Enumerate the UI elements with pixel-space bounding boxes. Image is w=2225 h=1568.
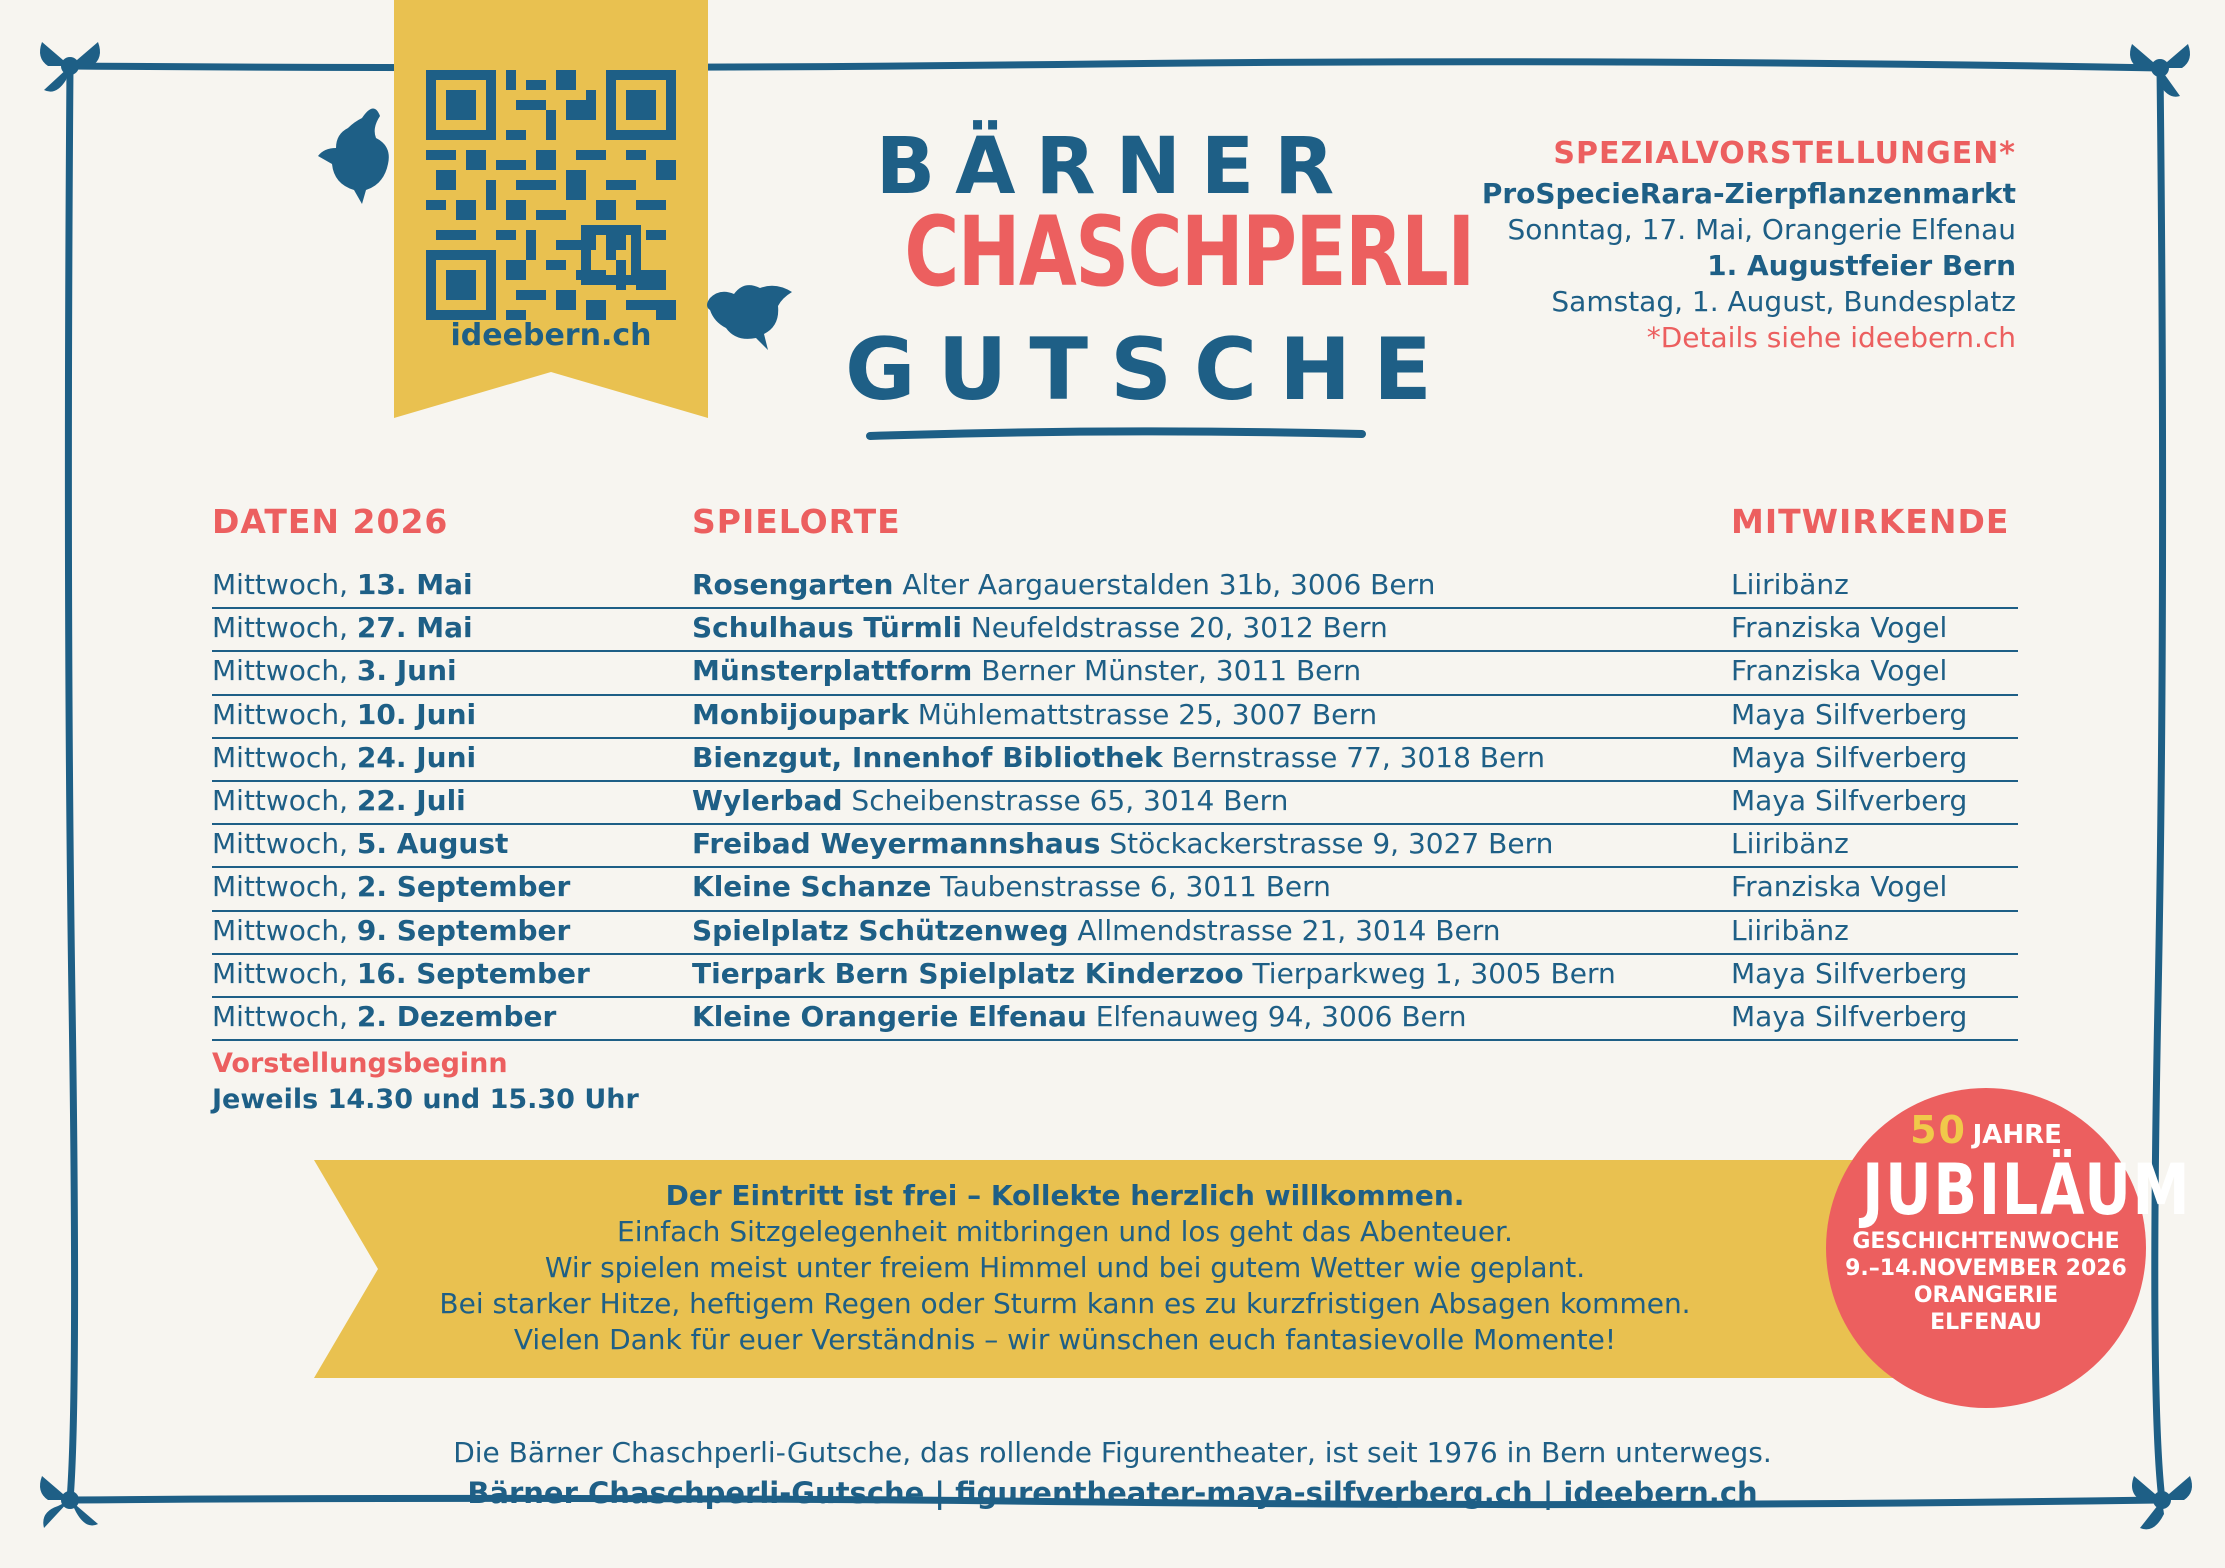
row-performer: Liiribänz bbox=[1731, 913, 1849, 947]
row-performer: Maya Silfverberg bbox=[1731, 697, 1968, 731]
row-day: Mittwoch, bbox=[212, 697, 357, 731]
row-performer: Liiribänz bbox=[1731, 827, 1849, 861]
row-address: Taubenstrasse 6, 3011 Bern bbox=[931, 870, 1331, 904]
table-row bbox=[212, 609, 2018, 652]
header-dates: DATEN 2026 bbox=[212, 502, 449, 541]
special-event-1-name: ProSpecieRara-Zierpflanzenmarkt bbox=[1481, 177, 2016, 210]
footer-links[interactable]: Bärner Chaschperli-Gutsche | figurentheater-maya-silfverberg.ch | ideebern.ch bbox=[467, 1476, 1758, 1510]
row-venue: Spielplatz Schützenweg bbox=[692, 913, 1069, 947]
row-venue: Kleine Orangerie Elfenau bbox=[692, 999, 1087, 1033]
jubilee-line-1: GESCHICHTENWOCHE bbox=[1852, 1229, 2120, 1254]
schedule-table bbox=[212, 566, 2018, 1041]
table-row bbox=[212, 912, 2018, 955]
title-line-2: CHASCHPERLI bbox=[904, 196, 1474, 308]
row-performer: Maya Silfverberg bbox=[1731, 999, 1968, 1033]
row-venue: Freibad Weyermannshaus bbox=[692, 827, 1101, 861]
row-performer: Franziska Vogel bbox=[1731, 870, 1948, 904]
footer-description: Die Bärner Chaschperli-Gutsche, das rollende Figurentheater, ist seit 1976 in Bern unterwegs. bbox=[453, 1436, 1772, 1469]
row-date: 3. Juni bbox=[356, 654, 457, 688]
row-venue: Tierpark Bern Spielplatz Kinderzoo bbox=[692, 956, 1244, 990]
jubilee-line-2: 9.–14.NOVEMBER 2026 bbox=[1845, 1256, 2127, 1281]
row-performer: Liiribänz bbox=[1731, 568, 1849, 601]
row-date: 16. September bbox=[356, 956, 590, 990]
row-venue: Bienzgut, Innenhof Bibliothek bbox=[692, 740, 1163, 774]
row-venue: Rosengarten bbox=[692, 568, 894, 601]
info-line-2: Einfach Sitzgelegenheit mitbringen und los geht das Abenteuer. bbox=[617, 1215, 1513, 1248]
table-row bbox=[212, 782, 2018, 825]
table-row bbox=[212, 998, 2018, 1041]
jubilee-line-4: ELFENAU bbox=[1930, 1310, 2042, 1335]
info-line-1: Der Eintritt ist frei – Kollekte herzlich willkommen. bbox=[665, 1179, 1465, 1212]
header-performers: MITWIRKENDE bbox=[1731, 502, 2010, 541]
special-event-2-name: 1. Augustfeier Bern bbox=[1707, 249, 2016, 282]
row-date: 13. Mai bbox=[356, 568, 473, 601]
row-address: Berner Münster, 3011 Bern bbox=[972, 654, 1362, 688]
info-text bbox=[420, 1178, 1710, 1358]
row-date: 2. Dezember bbox=[356, 999, 557, 1033]
row-venue: Monbijoupark bbox=[692, 697, 909, 731]
row-day: Mittwoch, bbox=[212, 999, 357, 1033]
jubilee-jahre: JAHRE bbox=[1972, 1120, 2062, 1150]
table-row bbox=[212, 652, 2018, 695]
row-day: Mittwoch, bbox=[212, 740, 357, 774]
table-row bbox=[212, 825, 2018, 868]
bird-icon bbox=[700, 276, 798, 356]
table-row bbox=[212, 739, 2018, 782]
row-performer: Maya Silfverberg bbox=[1731, 783, 1968, 817]
row-venue: Münsterplattform bbox=[692, 654, 973, 688]
row-performer: Franziska Vogel bbox=[1731, 611, 1948, 645]
row-venue: Kleine Schanze bbox=[692, 870, 932, 904]
jubilee-text bbox=[1826, 1108, 2192, 1336]
row-performer: Maya Silfverberg bbox=[1731, 956, 1968, 990]
row-address: Stöckackerstrasse 9, 3027 Bern bbox=[1100, 827, 1554, 861]
performance-start-value: Jeweils 14.30 und 15.30 Uhr bbox=[212, 1084, 639, 1115]
qr-url-label[interactable]: ideebern.ch bbox=[450, 318, 652, 353]
special-note: *Details siehe ideebern.ch bbox=[1646, 321, 2016, 354]
title-underline bbox=[866, 424, 1366, 444]
qr-code-icon[interactable] bbox=[426, 70, 676, 320]
special-event-2-info: Samstag, 1. August, Bundesplatz bbox=[1551, 285, 2016, 318]
row-day: Mittwoch, bbox=[212, 870, 357, 904]
special-event-1-info: Sonntag, 17. Mai, Orangerie Elfenau bbox=[1507, 213, 2016, 246]
row-date: 10. Juni bbox=[356, 697, 477, 731]
row-address: Neufeldstrasse 20, 3012 Bern bbox=[961, 611, 1388, 645]
row-date: 27. Mai bbox=[356, 611, 473, 645]
row-day: Mittwoch, bbox=[212, 913, 357, 947]
special-heading: SPEZIALVORSTELLUNGEN* bbox=[1553, 136, 2016, 171]
table-row bbox=[212, 955, 2018, 998]
row-date: 9. September bbox=[356, 913, 571, 947]
title-line-1: BÄRNER bbox=[875, 122, 1355, 212]
info-line-3: Wir spielen meist unter freiem Himmel und bei gutem Wetter wie geplant. bbox=[544, 1251, 1586, 1284]
table-row bbox=[212, 566, 2018, 609]
row-date: 22. Juli bbox=[356, 783, 466, 817]
performance-start-label: Vorstellungsbeginn bbox=[212, 1048, 508, 1079]
row-address: Bernstrasse 77, 3018 Bern bbox=[1162, 740, 1545, 774]
row-day: Mittwoch, bbox=[212, 654, 357, 688]
table-row bbox=[212, 868, 2018, 911]
row-address: Alter Aargauerstalden 31b, 3006 Bern bbox=[893, 568, 1436, 601]
row-day: Mittwoch, bbox=[212, 827, 357, 861]
performance-start bbox=[212, 1046, 639, 1118]
table-row bbox=[212, 696, 2018, 739]
row-venue: Schulhaus Türmli bbox=[692, 611, 962, 645]
row-venue: Wylerbad bbox=[692, 783, 843, 817]
row-address: Allmendstrasse 21, 3014 Bern bbox=[1068, 913, 1501, 947]
row-performer: Franziska Vogel bbox=[1731, 654, 1948, 688]
row-address: Tierparkweg 1, 3005 Bern bbox=[1243, 956, 1616, 990]
bird-icon bbox=[314, 98, 404, 208]
row-day: Mittwoch, bbox=[212, 611, 357, 645]
title-line-3: GUTSCHE bbox=[845, 320, 1454, 420]
row-day: Mittwoch, bbox=[212, 783, 357, 817]
jubilee-line-3: ORANGERIE bbox=[1913, 1283, 2059, 1308]
row-day: Mittwoch, bbox=[212, 568, 357, 601]
row-address: Elfenauweg 94, 3006 Bern bbox=[1086, 999, 1467, 1033]
row-performer: Maya Silfverberg bbox=[1731, 740, 1968, 774]
info-line-5: Vielen Dank für euer Verständnis – wir wünschen euch fantasievolle Momente! bbox=[513, 1323, 1617, 1356]
header-venues: SPIELORTE bbox=[692, 502, 901, 541]
special-performances bbox=[1416, 136, 2016, 356]
row-day: Mittwoch, bbox=[212, 956, 357, 990]
info-line-4: Bei starker Hitze, heftigem Regen oder Sturm kann es zu kurzfristigen Absagen kommen. bbox=[439, 1287, 1691, 1320]
row-address: Mühlemattstrasse 25, 3007 Bern bbox=[908, 697, 1378, 731]
row-date: 5. August bbox=[356, 827, 509, 861]
jubilee-number: 50 bbox=[1910, 1108, 1967, 1152]
jubilee-title: JUBILÄUM bbox=[1862, 1149, 2192, 1231]
row-date: 24. Juni bbox=[356, 740, 477, 774]
row-date: 2. September bbox=[356, 870, 571, 904]
row-address: Scheibenstrasse 65, 3014 Bern bbox=[842, 783, 1289, 817]
